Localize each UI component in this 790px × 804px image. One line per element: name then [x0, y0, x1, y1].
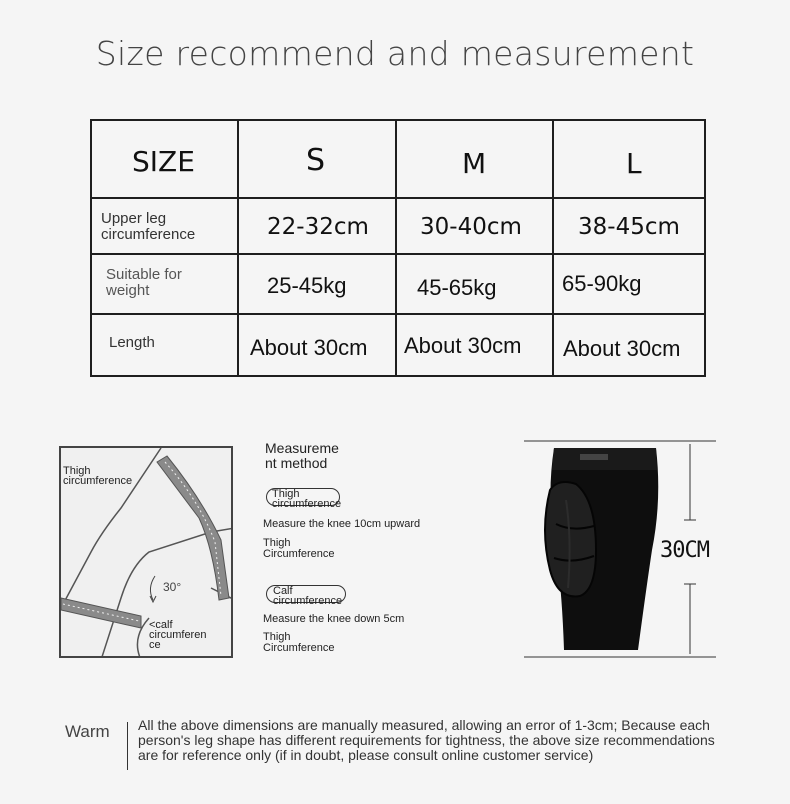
calf-caption [263, 632, 335, 654]
thigh-caption-line: Circumference [263, 548, 335, 560]
row-label-length: Length [109, 334, 155, 351]
size-table [90, 119, 706, 377]
table-cell: About 30cm [563, 336, 681, 361]
size-l-header: L [626, 147, 642, 180]
calf-pill-line: Calf [273, 585, 293, 597]
row-label-line: weight [106, 282, 150, 299]
table-cell: 22-32cm [267, 214, 369, 240]
row-label-weight [106, 267, 182, 299]
angle-label: 30° [163, 580, 182, 594]
row-label-line: Suitable for [106, 266, 182, 283]
table-cell: About 30cm [250, 335, 368, 360]
calf-label-line: <calf [149, 619, 173, 631]
size-s-header: S [306, 143, 326, 178]
calf-pill-line: circumference [273, 595, 343, 607]
thigh-pill-line: Thigh [272, 488, 300, 500]
thigh-pill-text [272, 489, 341, 509]
method-title-line: nt method [265, 455, 328, 471]
thigh-pill-line: circumference [272, 498, 342, 510]
warm-label: Warm [65, 722, 110, 741]
calf-label-line: circumferen [149, 629, 207, 641]
size-m-header: M [462, 147, 487, 180]
calf-pill-text [273, 586, 342, 606]
row-label-circumference [101, 211, 195, 243]
thigh-caption [263, 538, 335, 560]
length-label: 30CM [660, 538, 709, 563]
table-cell: 30-40cm [420, 214, 522, 240]
table-cell: 65-90kg [562, 271, 642, 296]
calf-caption-line: Circumference [263, 642, 335, 654]
warm-text: All the above dimensions are manually measured, allowing an error of 1-3cm; Because each person's leg shape has different requirements for tightness, the above size recommendations are for reference only (if in doubt, please consult online customer service) [138, 717, 715, 763]
table-cell: About 30cm [404, 333, 522, 358]
table-cell: 38-45cm [578, 214, 680, 240]
calf-label-line: ce [149, 639, 161, 651]
calf-caption-line: Thigh [263, 631, 291, 643]
thigh-caption-line: Thigh [263, 537, 291, 549]
size-header: SIZE [132, 145, 195, 178]
row-label-line: Upper leg [101, 210, 167, 227]
leg-diagram [59, 446, 233, 658]
table-cell: 25-45kg [267, 273, 347, 298]
thigh-instruction: Measure the knee 10cm upward [263, 518, 421, 530]
method-title-line: Measureme [265, 440, 339, 456]
thigh-label [63, 466, 132, 486]
calf-instruction: Measure the knee down 5cm [263, 613, 405, 625]
warm-divider [127, 722, 128, 770]
calf-label [149, 620, 206, 650]
thigh-label-line: Thigh [63, 465, 91, 477]
thigh-label-line: circumference [63, 475, 133, 487]
method-title [265, 441, 339, 471]
row-label-line: circumference [101, 226, 196, 243]
table-cell: 45-65kg [417, 275, 497, 300]
page-title: Size recommend and measurement [95, 34, 695, 73]
